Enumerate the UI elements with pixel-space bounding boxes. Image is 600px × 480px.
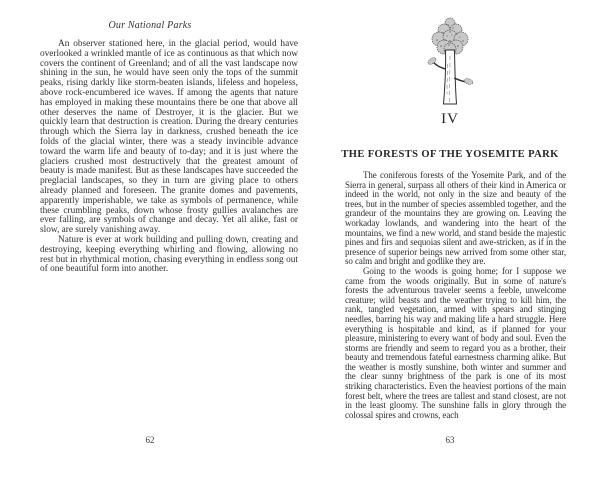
- page-number-right: 63: [445, 435, 455, 445]
- chapter-title: THE FORESTS OF THE YOSEMITE PARK: [341, 149, 559, 160]
- right-page-text: [345, 171, 566, 420]
- paragraph: Going to the woods is going home; for I suppose we came from the woods originally. But in some of nature's forests the adventurous traveler seems a feeble, unwelcome creature; wild beasts and the weather trying to kill him, the rank, tangled vegetation, armed with spears and stinging needles, barring his way and making life a hard struggle. Here everything is hospitable and kind, as if planned for your pleasure, ministering to every want of body and soul. Even the storms are friendly and seem to regard you as a brother, their beauty and tremendous fateful earnestness charming alike. But the weather is mostly sunshine, both winter and summer and the clear sunny brightness of the park is one of its most striking characteristics. Even the heaviest portions of the main forest belt, where the trees are tallest and stand closest, are not in the least gloomy. The sunshine falls in glory through the colossal spires and crowns, each: [345, 265, 566, 420]
- paragraph: The coniferous forests of the Yosemite Park, and of the Sierra in general, surpass all others of their kind in America or indeed in the world, not only in the size and beauty of the trees, but in the number of species assembled together, and the grandeur of the mountains they are growing on. Leaving the workaday lowlands, and wandering into the heart of the mountains, we find a new world, and stand beside the majestic pines and firs and sequoias silent and awe-stricken, as if in the presence of superior beings new arrived from some other star, so calm and bright and godlike they are.: [345, 170, 566, 267]
- page-number-left: 62: [145, 435, 155, 445]
- left-page-text: [40, 40, 298, 275]
- chapter-number: IV: [441, 111, 459, 127]
- paragraph: An observer stationed here, in the glacial period, would have overlooked a wrinkled mantle of ice as continuous as that which now covers the continent of Greenland; and of all the vast landscape now shining in the sun, he would have seen only the tops of the summit peaks, rising darkly like storm-beaten islands, lifeless and hopeless, above rock-encumbered ice waves. If among the agents that nature has employed in making these mountains there be one that above all other deserves the name of Destroyer, it is the glacier. But we quickly learn that destruction is creation. During the dreary centuries through which the Sierra lay in darkness, crushed beneath the ice folds of the glacial winter, there was a steady invincible advance toward the warm life and beauty of to-day; and it is just where the glaciers crushed most destructively that the greatest amount of beauty is made manifest. But as these landscapes have succeeded the preglacial landscapes, so they in turn are giving place to others already planned and foreseen. The granite domes and pavements, apparently imperishable, we take as symbols of permanence, while these crumbling peaks, down whose frosty gullies avalanches are ever falling, are symbols of change and decay. Yet all alike, fast or slow, are surely vanishing away.: [40, 39, 298, 236]
- running-head: Our National Parks: [108, 20, 192, 31]
- sequoia-tree-icon: [423, 16, 477, 108]
- chapter-ornament: [300, 16, 600, 113]
- paragraph: Nature is ever at work building and pulling down, creating and destroying, keeping everything whirling and flowing, allowing no rest but in rhythmical motion, chasing everything in endless song out of one beautiful form into another.: [40, 234, 298, 275]
